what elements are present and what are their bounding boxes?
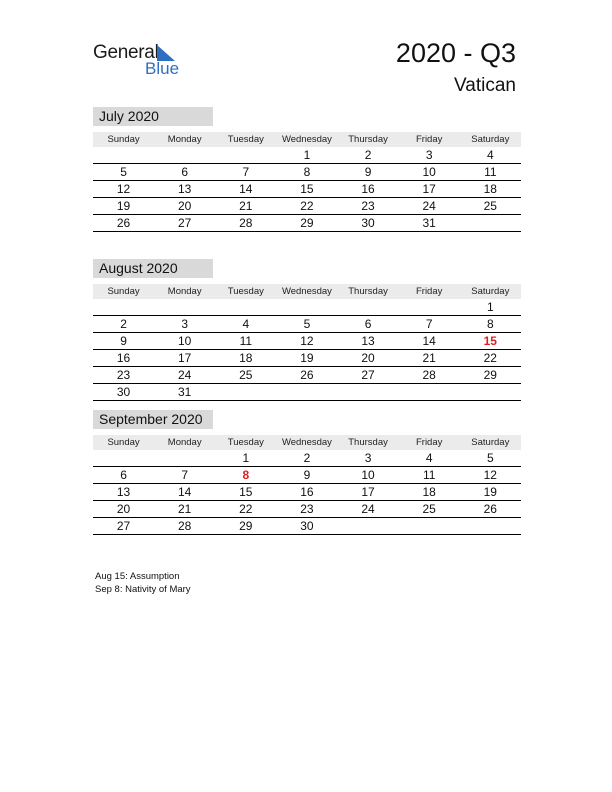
week-row: [93, 181, 521, 198]
day-cell: 15: [300, 182, 314, 196]
week-row: [93, 316, 521, 333]
day-cell: 3: [425, 148, 433, 162]
day-cell: 23: [300, 502, 314, 516]
day-cell: 29: [239, 519, 253, 533]
day-cell: 28: [422, 368, 436, 382]
day-cell: 1: [303, 148, 311, 162]
day-cell: 4: [242, 317, 250, 331]
day-cell: 2: [364, 148, 372, 162]
logo-blue-text: Blue: [145, 59, 180, 78]
day-cell: [215, 147, 276, 163]
day-cell: 14: [422, 334, 436, 348]
day-cell: [460, 215, 521, 231]
weekday-label: Saturday: [471, 286, 510, 297]
day-cell: 24: [361, 502, 375, 516]
day-cell: [338, 384, 399, 400]
weekday-label: Tuesday: [227, 286, 264, 297]
week-row: [93, 299, 521, 316]
weekday-label: Sunday: [107, 286, 140, 297]
weekday-label: Tuesday: [227, 437, 264, 448]
week-row: [93, 450, 521, 467]
day-cell: 16: [361, 182, 375, 196]
day-cell: 9: [120, 334, 127, 348]
holiday-note: Aug 15: Assumption: [95, 571, 180, 582]
week-row: [93, 198, 521, 215]
day-cell: 30: [300, 519, 314, 533]
day-cell: 28: [239, 216, 253, 230]
day-cell: 14: [239, 182, 253, 196]
day-cell: 20: [178, 199, 192, 213]
week-row: [93, 215, 521, 232]
day-cell: 4: [486, 148, 494, 162]
day-cell: 16: [116, 351, 131, 365]
day-cell: 9: [364, 165, 372, 179]
day-cell: 26: [116, 216, 131, 230]
day-cell: 22: [483, 351, 497, 365]
holiday-day-cell: 15: [483, 334, 497, 348]
day-cell: 19: [483, 485, 497, 499]
day-cell: 13: [178, 182, 192, 196]
day-cell: [338, 299, 399, 315]
day-cell: 11: [239, 334, 253, 348]
day-cell: 28: [178, 519, 192, 533]
day-cell: 11: [484, 165, 497, 179]
day-cell: 25: [239, 368, 253, 382]
day-cell: [399, 518, 460, 534]
day-cell: 10: [422, 165, 436, 179]
day-cell: [93, 147, 154, 163]
country-name: Vatican: [454, 75, 516, 96]
weekday-label: Friday: [415, 437, 443, 448]
weekday-header-row: [93, 284, 521, 299]
weekday-label: Saturday: [471, 437, 510, 448]
week-row: [93, 367, 521, 384]
day-cell: 7: [425, 317, 433, 331]
day-cell: 18: [239, 351, 253, 365]
weekday-label: Thursday: [348, 286, 388, 297]
day-cell: [460, 384, 521, 400]
day-cell: 7: [242, 165, 250, 179]
day-cell: 16: [300, 485, 314, 499]
weekday-label: Thursday: [348, 134, 388, 145]
day-cell: [93, 299, 154, 315]
holiday-day-cell: 8: [242, 468, 250, 482]
month-block: [93, 107, 521, 232]
day-cell: 20: [361, 351, 375, 365]
weekday-label: Sunday: [107, 437, 140, 448]
weekday-label: Saturday: [471, 134, 510, 145]
holiday-note: Sep 8: Nativity of Mary: [95, 584, 191, 595]
day-cell: 27: [116, 519, 131, 533]
day-cell: 30: [116, 385, 131, 399]
day-cell: [276, 384, 337, 400]
day-cell: 9: [303, 468, 311, 482]
weekday-label: Tuesday: [227, 134, 264, 145]
day-cell: 6: [120, 468, 127, 482]
weekday-label: Monday: [167, 134, 202, 145]
weekday-label: Monday: [167, 437, 202, 448]
weekday-label: Wednesday: [281, 286, 332, 297]
weekday-label: Wednesday: [281, 134, 332, 145]
day-cell: 2: [120, 317, 127, 331]
month-title: July 2020: [93, 107, 213, 126]
day-cell: 1: [486, 300, 494, 314]
day-cell: 5: [120, 165, 127, 179]
day-cell: 5: [486, 451, 494, 465]
day-cell: 27: [361, 368, 375, 382]
weekday-label: Sunday: [107, 134, 140, 145]
day-cell: 24: [178, 368, 192, 382]
weekday-label: Thursday: [348, 437, 388, 448]
day-cell: 11: [422, 468, 436, 482]
day-cell: 15: [239, 485, 253, 499]
logo: [93, 40, 193, 80]
day-cell: [338, 518, 399, 534]
month-title: September 2020: [93, 410, 213, 429]
day-cell: 10: [178, 334, 192, 348]
week-row: [93, 501, 521, 518]
week-row: [93, 333, 521, 350]
weekday-label: Friday: [415, 134, 443, 145]
weekday-label: Wednesday: [281, 437, 332, 448]
weekday-label: Friday: [415, 286, 443, 297]
day-cell: 25: [483, 199, 497, 213]
day-cell: [215, 299, 276, 315]
day-cell: 12: [483, 468, 497, 482]
logo-general-text: General: [93, 42, 159, 63]
day-cell: 13: [116, 485, 131, 499]
day-cell: 7: [181, 468, 189, 482]
week-row: [93, 384, 521, 401]
day-cell: 4: [425, 451, 433, 465]
day-cell: 27: [178, 216, 192, 230]
day-cell: 17: [422, 182, 436, 196]
day-cell: 18: [483, 182, 497, 196]
week-row: [93, 147, 521, 164]
month-title: August 2020: [93, 259, 213, 278]
day-cell: 5: [303, 317, 311, 331]
month-block: [93, 410, 521, 535]
day-cell: 29: [483, 368, 497, 382]
day-cell: [93, 450, 154, 466]
day-cell: 20: [116, 502, 131, 516]
month-block: [93, 259, 521, 401]
day-cell: 21: [422, 351, 436, 365]
day-cell: 31: [178, 385, 192, 399]
week-row: [93, 484, 521, 501]
day-cell: 25: [422, 502, 436, 516]
day-cell: 21: [239, 199, 253, 213]
day-cell: 8: [486, 317, 494, 331]
day-cell: 10: [361, 468, 375, 482]
day-cell: [399, 299, 460, 315]
day-cell: 23: [116, 368, 131, 382]
day-cell: 22: [239, 502, 253, 516]
day-cell: 29: [300, 216, 314, 230]
day-cell: 23: [361, 199, 375, 213]
day-cell: 24: [422, 199, 436, 213]
day-cell: 30: [361, 216, 375, 230]
weekday-label: Monday: [167, 286, 202, 297]
weekday-header-row: [93, 132, 521, 147]
day-cell: 17: [361, 485, 375, 499]
day-cell: 13: [361, 334, 375, 348]
day-cell: [154, 147, 215, 163]
day-cell: [399, 384, 460, 400]
day-cell: 12: [300, 334, 314, 348]
day-cell: 6: [364, 317, 372, 331]
day-cell: 19: [116, 199, 131, 213]
day-cell: 22: [300, 199, 314, 213]
day-cell: 1: [242, 451, 250, 465]
day-cell: 8: [303, 165, 311, 179]
day-cell: 18: [422, 485, 436, 499]
day-cell: 12: [116, 182, 131, 196]
day-cell: 26: [300, 368, 314, 382]
week-row: [93, 518, 521, 535]
day-cell: 26: [483, 502, 497, 516]
day-cell: 19: [300, 351, 314, 365]
day-cell: 17: [178, 351, 192, 365]
holiday-notes: [95, 570, 191, 596]
day-cell: 14: [178, 485, 192, 499]
day-cell: 31: [422, 216, 436, 230]
day-cell: [276, 299, 337, 315]
day-cell: [215, 384, 276, 400]
page-title: 2020 - Q3: [395, 38, 516, 68]
day-cell: 2: [303, 451, 311, 465]
week-row: [93, 467, 521, 484]
day-cell: [460, 518, 521, 534]
weekday-header-row: [93, 435, 521, 450]
day-cell: 3: [181, 317, 189, 331]
week-row: [93, 350, 521, 367]
day-cell: 6: [181, 165, 189, 179]
day-cell: [154, 450, 215, 466]
day-cell: [154, 299, 215, 315]
day-cell: 21: [178, 502, 192, 516]
week-row: [93, 164, 521, 181]
day-cell: 3: [364, 451, 372, 465]
